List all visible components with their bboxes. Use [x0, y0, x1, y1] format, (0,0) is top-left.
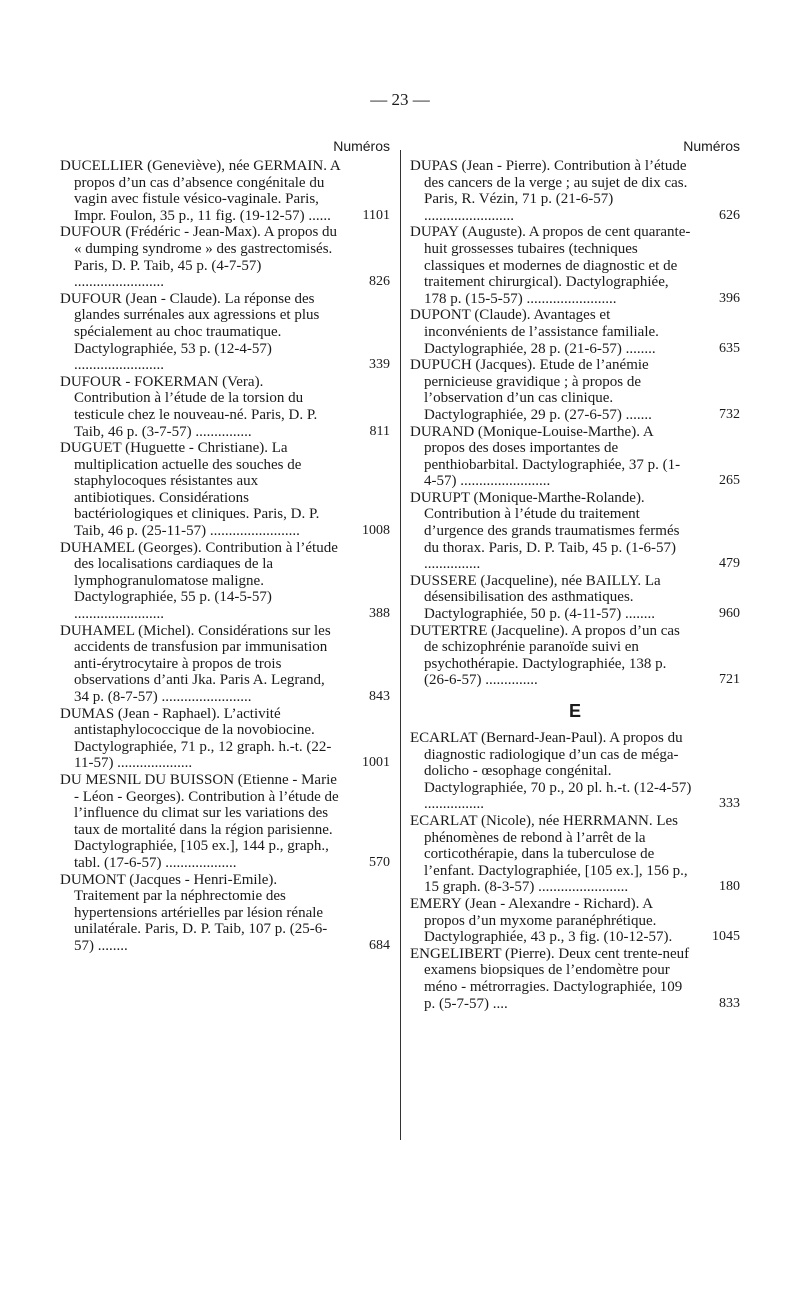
index-entry [60, 374, 390, 440]
entry-text: DUGUET (Huguette - Christiane). La multiplication actuelle des souches de staphylocoques résistantes aux antibiotiques. Considérations bactériologiques et cliniques. Paris, D. P. Taib, 46 p. (25-11-57) ........................ [60, 440, 320, 540]
index-entry [410, 158, 740, 224]
entry-number: 635 [719, 340, 740, 356]
entry-number: 265 [719, 473, 740, 489]
page-number: — 23 — [370, 90, 430, 109]
index-entry [410, 573, 740, 623]
entry-text: DUFOUR (Jean - Claude). La réponse des glandes surrénales aux agressions et plus spécialement au choc traumatique. Dactylographiée, 53 p. (12-4-57) ........................ [60, 290, 320, 374]
index-entry [410, 946, 740, 1012]
entry-number: 1008 [362, 523, 390, 539]
entry-number: 1001 [362, 755, 390, 771]
index-entry [410, 357, 740, 423]
entry-text: DUHAMEL (Michel). Considérations sur les accidents de transfusion par immunisation anti-érytrocytaire à propos de trois observations d’anti Jka. Paris A. Legrand, 34 p. (8-7-57) ........................ [60, 622, 331, 705]
left-column [60, 138, 390, 955]
column-header: Numéros [683, 138, 740, 154]
entry-number: 826 [369, 274, 390, 290]
index-entry [410, 730, 740, 813]
entry-number: 843 [369, 689, 390, 704]
entry-text: ENGELIBERT (Pierre). Deux cent trente-neuf examens biopsiques de l’endomètre pour méno - métrorragies. Dactylographiée, 109 p. (5-7-57) .... [410, 945, 690, 1012]
entry-text: DUMONT (Jacques - Henri-Emile). Traitement par la néphrectomie des hypertensions artérielles par lésion rénale unilatérale. Paris, D. P. Taib, 107 p. (25-6-57) ........ [60, 871, 328, 954]
entry-number: 833 [719, 995, 740, 1011]
entry-text: DUPAS (Jean - Pierre). Contribution à l’étude des cancers de la verge ; au sujet de dix cas. Paris, R. Vézin, 71 p. (21-6-57) ........................ [410, 158, 688, 224]
right-column [410, 138, 740, 1012]
entry-text: DUSSERE (Jacqueline), née BAILLY. La désensibilisation des asthmatiques. Dactylographiée, 50 p. (4-11-57) ........ [410, 572, 661, 623]
entry-text: DUPAY (Auguste). A propos de cent quarante-huit grossesses tubaires (techniques classiques et modernes de diagnostic et de traitement chirurgical). Dactylographiée, 178 p. (15-5-57) ........................ [410, 224, 691, 307]
index-entry [410, 813, 740, 896]
entry-number: 333 [719, 796, 740, 812]
index-entry [60, 224, 390, 290]
entry-text: DUCELLIER (Geneviève), née GERMAIN. A propos d’un cas d’absence congénitale du vagin avec fistule vésico-vaginale. Paris, Impr. Foulon, 35 p., 11 fig. (19-12-57) ...... [60, 158, 340, 224]
entry-text: DU MESNIL DU BUISSON (Etienne - Marie - Léon - Georges). Contribution à l’étude de l’influence du climat sur les variations des taux de mortalité dans la région parisienne. Dactylographiée, [105 ex.], 144 p., graph., tabl. (17-6-57) ................... [60, 771, 339, 871]
entry-number: 1101 [362, 207, 390, 223]
entry-number: 811 [369, 423, 390, 439]
entry-number: 396 [719, 290, 740, 306]
entry-number: 960 [719, 606, 740, 622]
entry-text: DURUPT (Monique-Marthe-Rolande). Contribution à l’étude du traitement d’urgence des grands traumatismes fermés du thorax. Paris, D. P. Taib, 45 p. (1-6-57) ............... [410, 489, 680, 573]
entry-number: 570 [369, 854, 390, 870]
index-entry [60, 872, 390, 955]
entry-number: 388 [369, 606, 390, 622]
index-entry [60, 158, 390, 224]
index-entry [410, 224, 740, 307]
index-entry [60, 706, 390, 772]
index-entry [60, 291, 390, 374]
entry-number: 180 [719, 879, 740, 895]
entry-text: DUPUCH (Jacques). Etude de l’anémie pernicieuse gravidique ; à propos de l’observation d’un cas clinique. Dactylographiée, 29 p. (27-6-57) ....... [410, 357, 652, 423]
entry-number: 339 [369, 357, 390, 373]
entry-number: 684 [369, 937, 390, 953]
entry-text: EMERY (Jean - Alexandre - Richard). A propos d’un myxome paranéphrétique. Dactylographiée, 43 p., 3 fig. (10-12-57). [410, 895, 673, 946]
index-entry [60, 772, 390, 872]
index-entry [60, 623, 390, 706]
index-entry [410, 490, 740, 573]
entry-text: DUFOUR (Frédéric - Jean-Max). A propos du « dumping syndrome » des gastrectomisés. Paris, D. P. Taib, 45 p. (4-7-57) ........................ [60, 224, 338, 291]
entry-number: 732 [719, 406, 740, 422]
entry-number: 479 [719, 556, 740, 572]
index-entry [410, 623, 740, 689]
entry-text: DUTERTRE (Jacqueline). A propos d’un cas de schizophrénie paranoïde suivi en psychothérapie. Dactylographiée, 138 p. (26-6-57) .............. [410, 622, 680, 689]
entry-text: DUMAS (Jean - Raphael). L’activité antistaphylococcique de la novobiocine. Dactylographiée, 71 p., 12 graph. h.-t. (22-11-57) .................... [60, 705, 332, 772]
entry-text: DUHAMEL (Georges). Contribution à l’étude des localisations cardiaques de la lymphogranulomatose maligne. Dactylographiée, 55 p. (14-5-57) ........................ [60, 539, 338, 623]
entry-text: ECARLAT (Nicole), née HERRMANN. Les phénomènes de rebond à l’arrêt de la corticothérapie, dans la tuberculose de l’enfant. Dactylographiée, [105 ex.], 156 p., 15 graph. (8-3-57) ........................ [410, 812, 688, 896]
section-letter: E [568, 701, 581, 721]
index-entry [410, 896, 740, 946]
entry-number: 721 [719, 672, 740, 688]
column-header: Numéros [333, 138, 390, 154]
entry-number: 1045 [712, 929, 740, 945]
entry-text: DUPONT (Claude). Avantages et inconvénients de l’assistance familiale. Dactylographiée, 28 p. (21-6-57) ........ [410, 307, 659, 357]
entry-text: DURAND (Monique-Louise-Marthe). A propos des doses importantes de penthiobarbital. Dactylographiée, 37 p. (1-4-57) ........................ [410, 423, 681, 490]
entry-text: ECARLAT (Bernard-Jean-Paul). A propos du diagnostic radiologique d’un cas de méga-dolicho - œsophage congénital. Dactylographiée, 70 p., 20 pl. h.-t. (12-4-57) ................ [410, 730, 692, 813]
index-entry [410, 307, 740, 357]
column-divider [400, 150, 401, 1140]
index-entry [410, 424, 740, 490]
entry-number: 626 [719, 207, 740, 223]
entry-text: DUFOUR - FOKERMAN (Vera). Contribution à l’étude de la torsion du testicule chez le nouveau-né. Paris, D. P. Taib, 46 p. (3-7-57) ............... [60, 373, 318, 440]
index-entry [60, 540, 390, 623]
index-entry [60, 440, 390, 540]
